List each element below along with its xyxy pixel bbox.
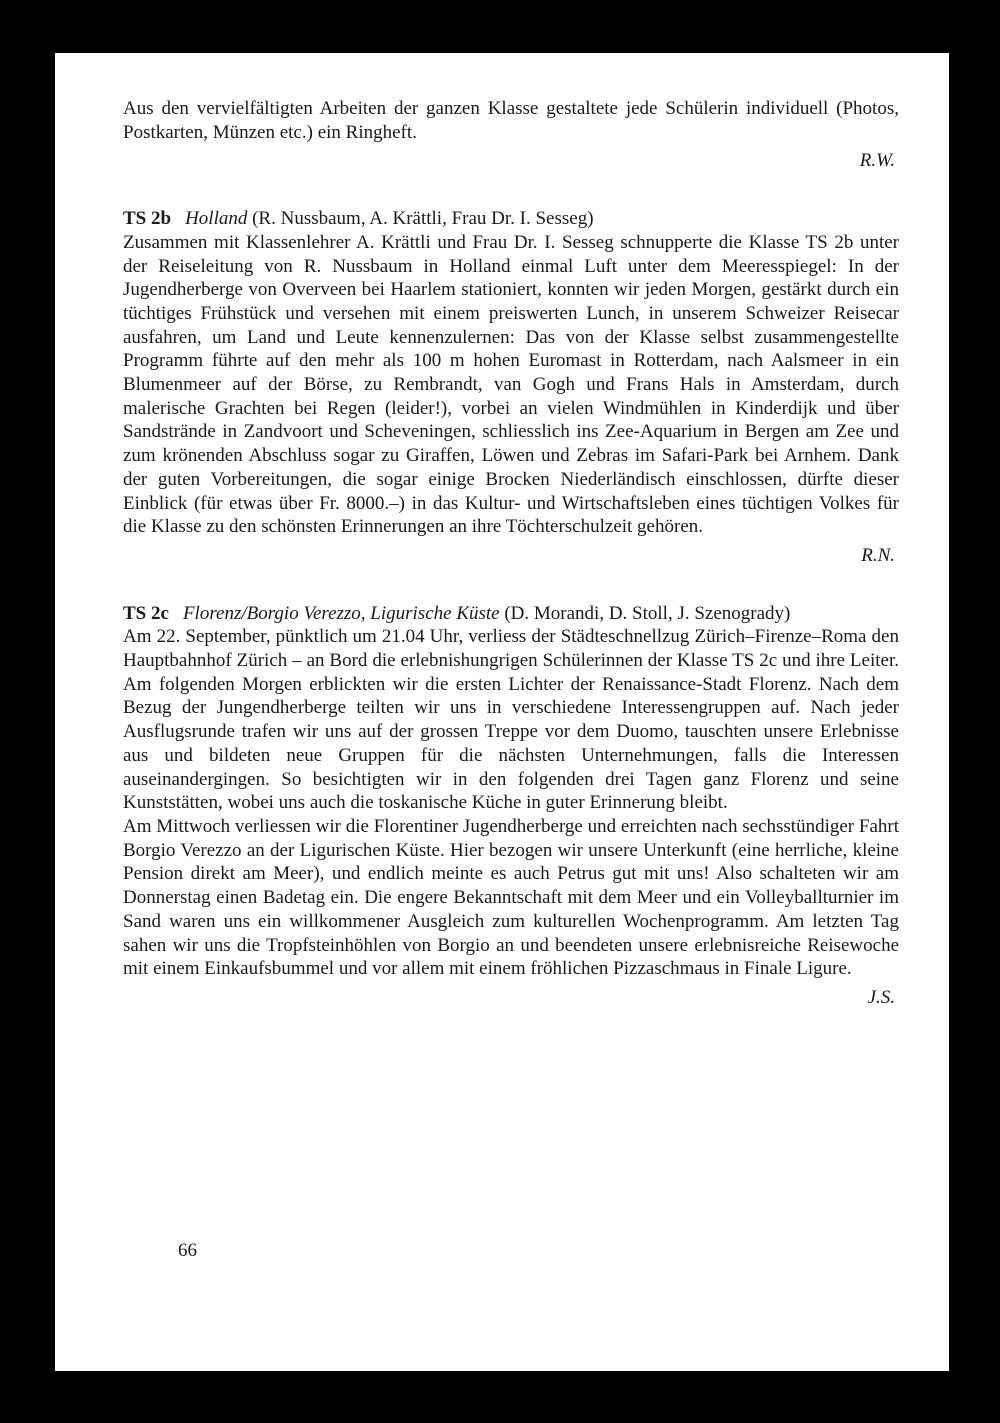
section-ts2c <box>123 602 899 1010</box>
paragraph: Am Mittwoch verliessen wir die Florentiner Jugendherberge und erreichten nach sechsstündiger Fahrt Borgio Verezzo an der Ligurischen Küste. Hier bezogen wir unsere Unterkunft (eine herrliche, kleine Pension direkt am Meer), und endlich meinte es auch Petrus gut mit uns! Also schalteten wir am Donnerstag einen Badetag ein. Die engere Bekanntschaft mit dem Meer und ein Volleyballturnier im Sand waren uns ein willkommener Ausgleich zum kulturellen Wochenprogramm. Am letzten Tag sahen wir uns die Tropfsteinhöhlen von Borgio an und beendeten unsere erlebnisreiche Reisewoche mit einem Einkaufsbummel und vor allem mit einem fröhlichen Pizzaschmaus in Finale Ligure. <box>123 815 899 980</box>
section-ts2b <box>123 207 899 568</box>
class-code: TS 2c <box>123 602 169 624</box>
section-heading <box>123 602 899 626</box>
paragraph: Am 22. September, pünktlich um 21.04 Uhr, verliess der Städteschnellzug Zürich–Firenze–Roma den Hauptbahnhof Zürich – an Bord die erlebnishungrigen Schülerinnen der Klasse TS 2c und ihre Leiter. Am folgenden Morgen erblickten wir die ersten Lichter der Renaissance-Stadt Florenz. Nach dem Bezug der Jungendherberge teilten wir uns in verschiedene Interessengruppen auf. Nach jeder Ausflugsrunde trafen wir uns auf der grossen Treppe vor dem Duomo, tauschten unsere Erlebnisse aus und bildeten neue Gruppen für die nächsten Unternehmungen, falls die Interessen auseinandergingen. So besichtigten wir in den folgenden drei Tagen ganz Florenz und seine Kunststätten, wobei uns auch die toskanische Küche in guter Erinnerung bleibt. <box>123 626 899 814</box>
paragraph: Aus den vervielfältigten Arbeiten der ganzen Klasse gestaltete jede Schülerin individuell (Photos, Postkarten, Münzen etc.) ein Ringheft. <box>123 98 899 143</box>
class-code: TS 2b <box>123 208 172 230</box>
signature: R.W. <box>859 150 895 172</box>
trip-leaders: (R. Nussbaum, A. Krättli, Frau Dr. I. Sesseg) <box>252 208 594 230</box>
section-intro <box>123 97 899 173</box>
paragraph: Zusammen mit Klassenlehrer A. Krättli und Frau Dr. I. Sesseg schnupperte die Klasse TS 2b unter der Reiseleitung von R. Nussbaum in Holland einmal Luft unter dem Meeresspiegel: In der Jugendherberge von Overveen bei Haarlem stationiert, konnten wir jeden Morgen, gestärkt durch ein tüchtiges Frühstück und versehen mit einem preiswerten Lunch, in unserem Schweizer Reisecar ausfahren, um Land und Leute kennenzulernen: Das von der Klasse selbst zusammengestellte Programm führte auf den mehr als 100 m hohen Euromast in Rotterdam, nach Aalsmeer in ein Blumenmeer auf der Börse, zu Rembrandt, van Gogh und Frans Hals in Amsterdam, durch malerische Grachten bei Regen (leider!), vorbei an vielen Windmühlen in Kinderdijk und über Sandstrände in Zandvoort und Scheveningen, schliesslich ins Zee-Aquarium in Bergen am Zee und zum krönenden Abschluss sogar zu Giraffen, Löwen und Zebras im Safari-Park bei Arnhem. Dank der guten Vorbereitungen, die sogar einige Brocken Niederländisch einschlossen, dürfte dieser Einblick (für etwas über Fr. 8000.–) in das Kultur- und Wirtschaftsleben eines tüchtigen Volkes für die Klasse zu den schönsten Erinnerungen an ihre Töchterschulzeit gehören. <box>123 231 899 538</box>
trip-title: Florenz/Borgio Verezzo, Ligurische Küste <box>182 602 500 624</box>
page-number: 66 <box>178 1240 197 1261</box>
trip-leaders: (D. Morandi, D. Stoll, J. Szenogrady) <box>504 602 791 624</box>
page-body <box>123 97 899 1010</box>
trip-title: Holland <box>185 208 248 230</box>
signature: R.N. <box>861 544 895 566</box>
section-heading <box>123 207 899 231</box>
signature: J.S. <box>867 986 895 1008</box>
